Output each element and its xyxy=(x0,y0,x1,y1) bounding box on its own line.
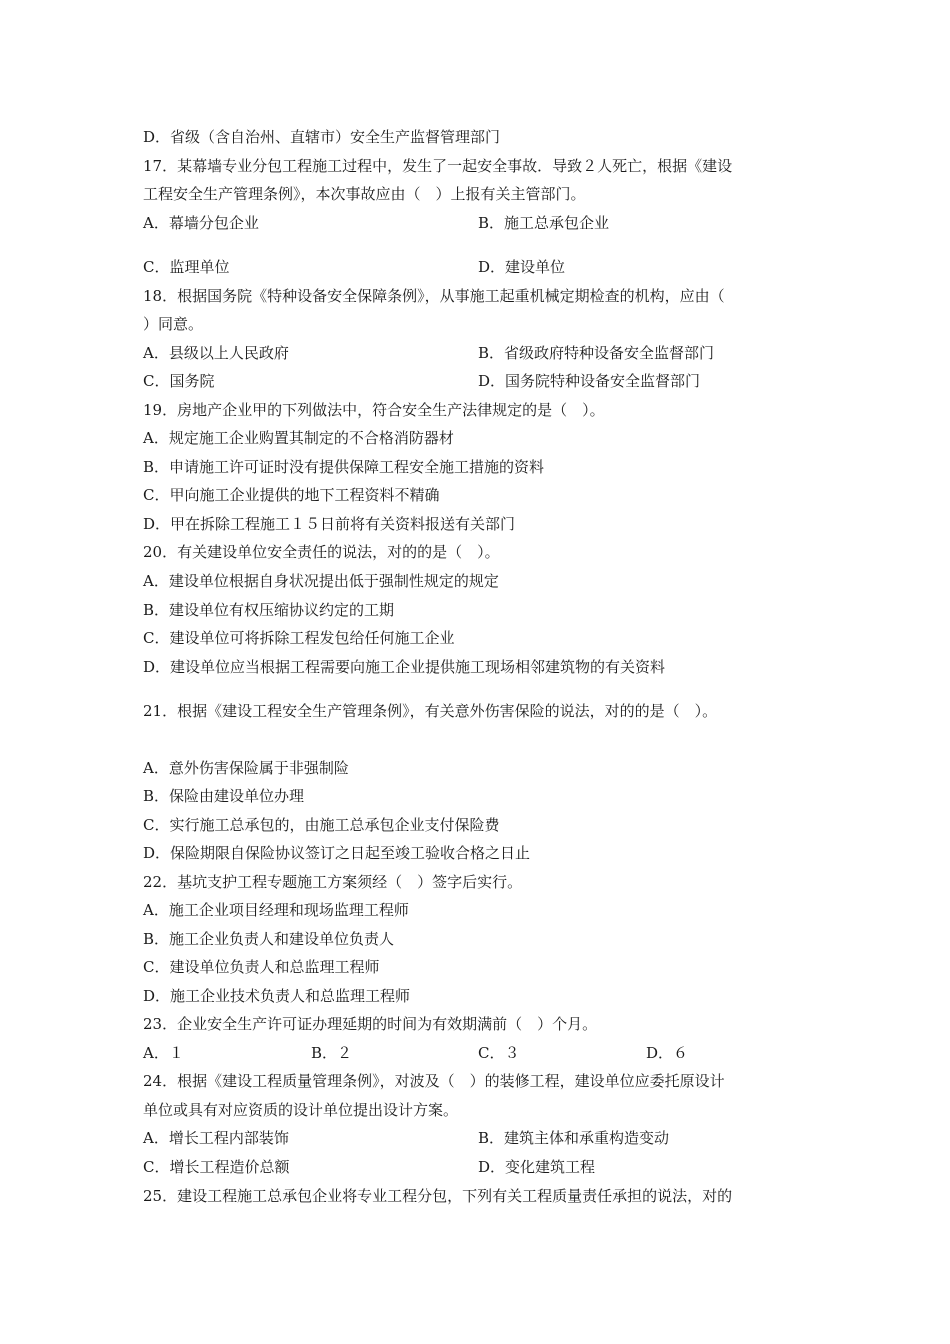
text-line: D．６ xyxy=(646,1044,689,1062)
text-line: 19．房地产企业甲的下列做法中，符合安全生产法律规定的是（ ）。 xyxy=(143,401,605,419)
text-line: A．幕墙分包企业 xyxy=(143,214,259,232)
text-line: A．规定施工企业购置其制定的不合格消防器材 xyxy=(143,429,454,447)
text-line: A．１ xyxy=(143,1044,184,1062)
text-line: D．施工企业技术负责人和总监理工程师 xyxy=(143,987,411,1005)
text-line: A．建设单位根据自身状况提出低于强制性规定的规定 xyxy=(143,572,499,590)
text-line: B．建筑主体和承重构造变动 xyxy=(478,1129,670,1147)
text-line: 单位或具有对应资质的设计单位提出设计方案。 xyxy=(143,1101,459,1119)
text-line: B．保险由建设单位办理 xyxy=(143,787,305,805)
text-line: C．３ xyxy=(478,1044,520,1062)
text-line: 24．根据《建设工程质量管理条例》，对波及（ ）的装修工程，建设单位应委托原设计 xyxy=(143,1072,725,1090)
text-line: 18．根据国务院《特种设备安全保障条例》，从事施工起重机械定期检查的机构，应由（ xyxy=(143,287,725,305)
text-line: D．保险期限自保险协议签订之日起至竣工验收合格之日止 xyxy=(143,844,531,862)
text-line: 21．根据《建设工程安全生产管理条例》，有关意外伤害保险的说法，对的的是（ ）。 xyxy=(143,702,718,720)
text-line: 20．有关建设单位安全责任的说法，对的的是（ ）。 xyxy=(143,543,500,561)
text-line: B．施工总承包企业 xyxy=(478,214,610,232)
text-line: C．监理单位 xyxy=(143,258,230,276)
text-line: C．甲向施工企业提供的地下工程资料不精确 xyxy=(143,486,440,504)
text-line: 22．基坑支护工程专题施工方案须经（ ）签字后实行。 xyxy=(143,873,523,891)
text-line: B．建设单位有权压缩协议约定的工期 xyxy=(143,601,395,619)
text-line: B．省级政府特种设备安全监督部门 xyxy=(478,344,715,362)
text-line: B．申请施工许可证时没有提供保障工程安全施工措施的资料 xyxy=(143,458,545,476)
text-line: 23．企业安全生产许可证办理延期的时间为有效期满前（ ）个月。 xyxy=(143,1015,598,1033)
text-line: A．意外伤害保险属于非强制险 xyxy=(143,759,349,777)
text-line: 工程安全生产管理条例》，本次事故应由（ ）上报有关主管部门。 xyxy=(143,185,586,203)
text-line: B．施工企业负责人和建设单位负责人 xyxy=(143,930,395,948)
text-line: D．省级（含自治州、直辖市）安全生产监督管理部门 xyxy=(143,128,501,146)
text-line: D．建设单位应当根据工程需要向施工企业提供施工现场相邻建筑物的有关资料 xyxy=(143,658,666,676)
text-line: 25．建设工程施工总承包企业将专业工程分包，下列有关工程质量责任承担的说法，对的 xyxy=(143,1187,733,1205)
text-line: A．县级以上人民政府 xyxy=(143,344,289,362)
text-line: D．甲在拆除工程施工１５日前将有关资料报送有关部门 xyxy=(143,515,516,533)
text-line: A．增长工程内部装饰 xyxy=(143,1129,289,1147)
text-line: C．建设单位可将拆除工程发包给任何施工企业 xyxy=(143,629,455,647)
text-line: B．２ xyxy=(311,1044,353,1062)
text-line: C．国务院 xyxy=(143,372,215,390)
text-line: 17．某幕墙专业分包工程施工过程中，发生了一起安全事故．导致２人死亡，根据《建设 xyxy=(143,157,733,175)
text-line: C．增长工程造价总额 xyxy=(143,1158,290,1176)
text-line: A．施工企业项目经理和现场监理工程师 xyxy=(143,901,409,919)
text-line: ）同意。 xyxy=(143,315,204,333)
text-line: D．变化建筑工程 xyxy=(478,1158,596,1176)
text-line: D．建设单位 xyxy=(478,258,566,276)
text-line: C．实行施工总承包的，由施工总承包企业支付保险费 xyxy=(143,816,500,834)
text-line: C．建设单位负责人和总监理工程师 xyxy=(143,958,380,976)
text-line: D．国务院特种设备安全监督部门 xyxy=(478,372,701,390)
